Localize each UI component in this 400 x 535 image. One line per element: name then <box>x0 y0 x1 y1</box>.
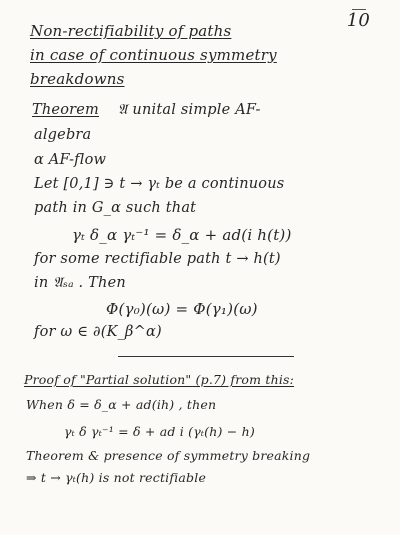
proof-heading: Proof of "Partial solution" (p.7) from this: <box>24 372 295 387</box>
theorem-equation-1: γₜ δ_α γₜ⁻¹ = δ_α + ad(i h(t)) <box>72 226 292 244</box>
section-divider <box>118 356 294 357</box>
theorem-line-7: for some rectifiable path t → h(t) <box>34 251 281 267</box>
theorem-line-10: for ω ∈ ∂(K_β^α) <box>34 324 162 340</box>
theorem-line-8: in 𝔄ₛₐ . Then <box>34 275 126 291</box>
theorem-label: Theorem <box>32 102 99 118</box>
theorem-line-4: Let [0,1] ∋ t → γₜ be a continuous <box>34 176 285 192</box>
theorem-line-2: algebra <box>34 127 92 143</box>
proof-line-2: When δ = δ_α + ad(ih) , then <box>26 397 217 412</box>
proof-line-4: Theorem & presence of symmetry breaking <box>26 448 311 463</box>
page-number-mark <box>352 9 366 10</box>
proof-equation: γₜ δ γₜ⁻¹ = δ + ad i (γₜ(h) − h) <box>64 424 255 439</box>
theorem-line-3: α AF-flow <box>34 152 107 168</box>
theorem-line-5: path in G_α such that <box>34 200 197 216</box>
title-line-1: Non-rectifiability of paths <box>30 22 232 40</box>
theorem-line-1 <box>32 102 261 118</box>
theorem-equation-2: Φ(γ₀)(ω) = Φ(γ₁)(ω) <box>106 300 258 318</box>
page-number: 10 <box>346 10 370 31</box>
title-line-3: breakdowns <box>30 70 125 88</box>
theorem-statement-start: 𝔄 unital simple AF- <box>117 102 261 118</box>
proof-conclusion: ⇒ t → γₜ(h) is not rectifiable <box>26 470 207 485</box>
title-line-2: in case of continuous symmetry <box>30 46 277 64</box>
